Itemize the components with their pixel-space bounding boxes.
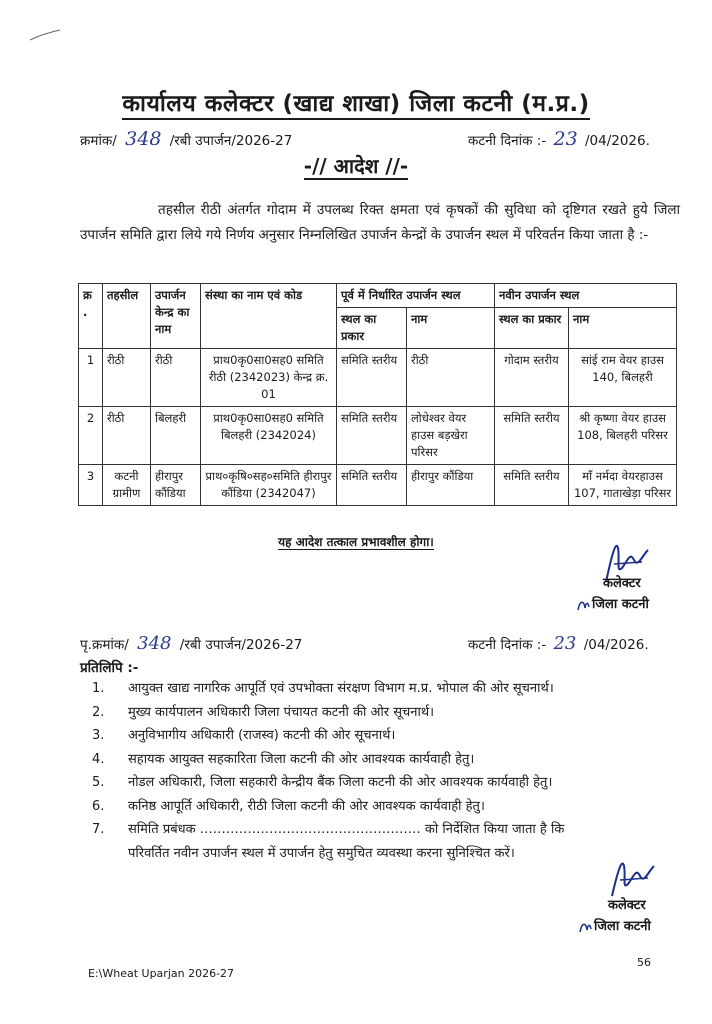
- th-tehsil: तहसील: [103, 284, 151, 349]
- cell-new-type: गोदाम स्तरीय: [495, 349, 569, 407]
- cell-sno: 3: [79, 465, 103, 506]
- table-row: [79, 465, 677, 506]
- date-suffix: /04/2026.: [584, 133, 650, 149]
- th-new-type: स्थल का प्रकार: [495, 308, 569, 349]
- cell-sno: 1: [79, 349, 103, 407]
- ref-number: 348: [125, 128, 162, 150]
- table-row: [79, 349, 677, 407]
- initial-mark: [578, 920, 592, 934]
- cell-center: हीरापुर कौंडिया: [151, 465, 201, 506]
- cell-new-name: मॉं नर्मदा वेयरहाउस 107, गाताखेड़ा परिसर: [569, 465, 677, 506]
- list-item: [80, 701, 680, 725]
- cell-prev-type: समिति स्तरीय: [337, 349, 407, 407]
- item-text: सहायक आयुक्त सहकारिता जिला कटनी की ओर आवश्यक कार्यवाही हेतु।: [128, 751, 475, 767]
- item-text: समिति प्रबंधक …………………………………………… को निर्देशित किया जाता है कि: [128, 822, 565, 837]
- date-day: 23: [553, 128, 578, 150]
- cell-society: प्राथ0कृ0सा0सह0 समिति रीठी (2342023) केन्द्र क्र. 01: [201, 349, 337, 407]
- list-item: [80, 748, 680, 772]
- cell-tehsil: रीठी: [103, 407, 151, 465]
- item-text: आयुक्त खाद्य नागरिक आपूर्ति एवं उपभोक्ता संरक्षण विभाग म.प्र. भोपाल की ओर सूचनार्थ।: [128, 681, 554, 696]
- item-number: 5.: [92, 775, 105, 790]
- cell-center: रीठी: [151, 349, 201, 407]
- table-row: [79, 407, 677, 465]
- endorsement-ref-line: [80, 633, 302, 654]
- cell-tehsil: रीठी: [103, 349, 151, 407]
- item-number: 4.: [92, 751, 105, 767]
- signature-district: जिला कटनी: [576, 594, 649, 612]
- item-text: परिवर्तित नवीन उपार्जन स्थल में उपार्जन हेतु समुचित व्यवस्था करना सुनिश्चित करें।: [128, 845, 515, 861]
- cell-society: प्राथ0कृ0सा0सह0 समिति बिलहरी (2342024): [201, 407, 337, 465]
- signature-title: कलेक्टर: [608, 898, 646, 913]
- th-new-name: नाम: [569, 308, 677, 349]
- list-item: [80, 771, 680, 795]
- endorsement-ref-prefix: पृ.क्रमांक/: [80, 637, 129, 653]
- th-society: संस्था का नाम एवं कोड: [201, 284, 337, 349]
- cell-tehsil: कटनी ग्रामीण: [103, 465, 151, 506]
- office-title: कार्यालय कलेक्टर (खाद्य शाखा) जिला कटनी (म.प्र.): [0, 86, 712, 118]
- th-prev-group: पूर्व में निर्धारित उपार्जन स्थल: [337, 284, 495, 308]
- endorsement-date-prefix: कटनी दिनांक :-: [468, 637, 547, 653]
- list-item: [80, 677, 680, 701]
- endorsement-date-line: [468, 633, 649, 654]
- cell-sno: 2: [79, 407, 103, 465]
- cell-prev-name: रीठी: [407, 349, 495, 407]
- list-item: [80, 818, 680, 842]
- copy-list: [80, 677, 680, 865]
- cell-society: प्राथ०कृषि०सह०समिति हीरापुर कौंडिया (2342047): [201, 465, 337, 506]
- ref-suffix: /रबी उपार्जन/2026-27: [169, 133, 293, 149]
- cell-center: बिलहरी: [151, 407, 201, 465]
- th-prev-name: नाम: [407, 308, 495, 349]
- cell-new-type: समिति स्तरीय: [495, 465, 569, 506]
- item-number: 1.: [92, 681, 105, 696]
- order-paragraph: तहसील रीठी अंतर्गत गोदाम में उपलब्ध रिक्त क्षमता एवं कृषकों की सुविधा को दृष्टिगत रखते हुये जिला उपार्जन समिति द्वारा लिये गये निर्णय अनुसार निम्नलिखित उपार्जन केन्द्रों के उपार्जन स्थल में परिवर्तन किया जाता है :-: [80, 202, 680, 243]
- cell-new-type: समिति स्तरीय: [495, 407, 569, 465]
- th-sno: क्र .: [79, 284, 103, 349]
- item-text: कनिष्ठ आपूर्ति अधिकारी, रीठी जिला कटनी की ओर आवश्यक कार्यवाही हेतु।: [128, 798, 485, 814]
- centers-table: [78, 283, 677, 506]
- cell-prev-type: समिति स्तरीय: [337, 465, 407, 506]
- endorsement-date-suffix: /04/2026.: [583, 637, 649, 653]
- list-item: [80, 724, 680, 748]
- th-center: उपार्जन केन्द्र का नाम: [151, 284, 201, 349]
- th-prev-type: स्थल का प्रकार: [337, 308, 407, 349]
- cell-new-name: श्री कृष्णा वेयर हाउस 108, बिलहरी परिसर: [569, 407, 677, 465]
- signature-district: जिला कटनी: [578, 916, 651, 934]
- effective-note: यह आदेश तत्काल प्रभावशील होगा।: [278, 535, 434, 549]
- date-prefix: कटनी दिनांक :-: [468, 133, 547, 149]
- endorsement-ref-number: 348: [137, 633, 172, 654]
- cell-prev-name: लोधेश्वर वेयर हाउस बड़खेरा परिसर: [407, 407, 495, 465]
- item-number: 7.: [92, 822, 105, 837]
- item-number: 3.: [92, 728, 105, 743]
- item-text: अनुविभागीय अधिकारी (राजस्व) कटनी की ओर सूचनार्थ।: [128, 728, 396, 743]
- file-path: E:\Wheat Uparjan 2026-27: [88, 967, 235, 980]
- item-text: मुख्य कार्यपालन अधिकारी जिला पंचायत कटनी की ओर सूचनार्थ।: [128, 704, 435, 720]
- endorsement-ref-suffix: /रबी उपार्जन/2026-27: [179, 637, 303, 653]
- item-text: नोडल अधिकारी, जिला सहकारी केन्द्रीय बैंक जिला कटनी की ओर आवश्यक कार्यवाही हेतु।: [128, 775, 553, 790]
- endorsement-date-day: 23: [553, 633, 577, 654]
- copy-heading: प्रतिलिपि :-: [80, 660, 139, 676]
- ref-prefix: क्रमांक/: [80, 133, 117, 149]
- scan-mark: [28, 28, 62, 42]
- item-number: 2.: [92, 704, 105, 720]
- cell-prev-type: समिति स्तरीय: [337, 407, 407, 465]
- ref-line: [80, 128, 292, 150]
- th-new-group: नवीन उपार्जन स्थल: [495, 284, 677, 308]
- list-item: [80, 795, 680, 819]
- cell-new-name: सांई राम वेयर हाउस 140, बिलहरी: [569, 349, 677, 407]
- item-number: 6.: [92, 798, 105, 814]
- initial-mark: [576, 598, 590, 612]
- page-number: 56: [637, 956, 651, 969]
- cell-prev-name: हीरापुर कौंडिया: [407, 465, 495, 506]
- list-item-continuation: [80, 842, 680, 866]
- date-line: [468, 128, 650, 150]
- table-header-row: [79, 284, 677, 308]
- order-title: -// आदेश //-: [303, 154, 409, 178]
- signature-title: कलेक्टर: [603, 576, 641, 591]
